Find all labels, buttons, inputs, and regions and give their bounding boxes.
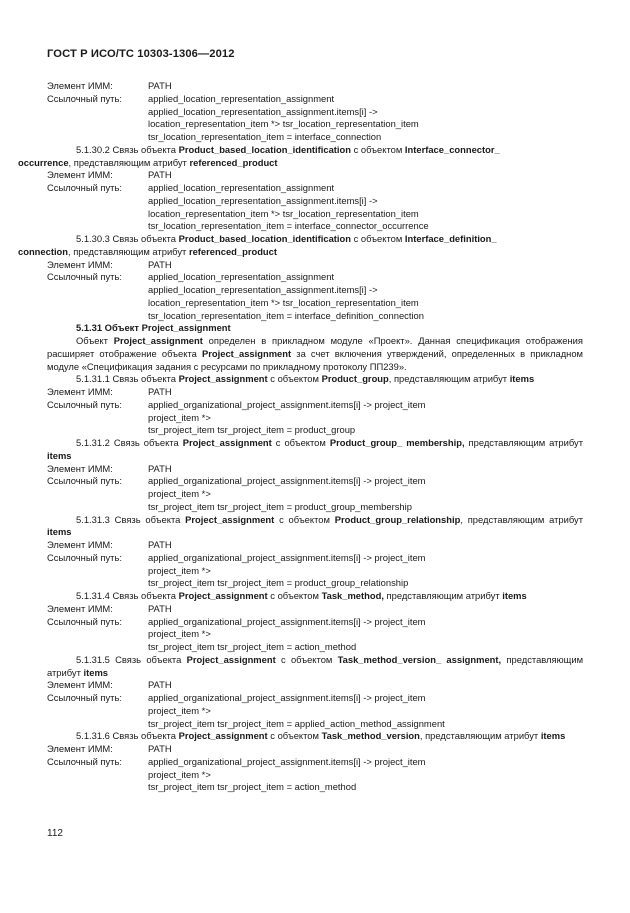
section-5-1-31-heading: 5.1.31 Объект Project_assignment xyxy=(76,322,231,334)
reference-path-row: Ссылочный путь: applied_organizational_project_assignment.items[i] -> project_item xyxy=(47,755,426,767)
page-number: 112 xyxy=(47,828,63,839)
section-5-1-30-3-title: 5.1.30.3 Связь объекта Product_based_location_identification с объектом Interface_definition_ connection, представляющим атрибут referenced_product xyxy=(18,233,497,257)
reference-line: location_representation_item *> tsr_location_representation_item xyxy=(148,118,419,130)
element-label: Элемент ИММ: xyxy=(47,80,113,91)
mapping-element-row: Элемент ИММ: PATH xyxy=(47,743,172,754)
mapping-element-row: Элемент ИММ: PATH xyxy=(47,679,172,691)
reference-path-row: Ссылочный путь: applied_location_representation_assignment xyxy=(47,182,335,193)
mapping-element-row: Элемент ИММ: PATH xyxy=(47,462,172,474)
reference-line: tsr_project_item tsr_project_item = product_group_relationship xyxy=(148,577,409,589)
reference-line: project_item *> xyxy=(148,411,211,423)
reference-path-row xyxy=(47,93,583,106)
reference-path-row: Ссылочный путь: applied_organizational_project_assignment.items[i] -> project_item xyxy=(47,615,426,627)
reference-line: applied_location_representation_assignment.items[i] -> xyxy=(148,105,378,117)
reference-path-row: Ссылочный путь: applied_organizational_project_assignment.items[i] -> project_item xyxy=(47,692,426,703)
reference-path-row: Ссылочный путь: applied_organizational_project_assignment.items[i] -> project_item xyxy=(47,398,426,410)
reference-path-row: Ссылочный путь: applied_organizational_project_assignment.items[i] -> project_item xyxy=(47,551,426,563)
section-5-1-31-6-title: 5.1.31.6 Связь объекта Project_assignment с объектом Task_method_version, представляющим атрибут items xyxy=(76,730,566,742)
reference-line: applied_location_representation_assignment.items[i] -> xyxy=(148,284,378,295)
reference-path-row: Ссылочный путь: applied_organizational_project_assignment.items[i] -> project_item xyxy=(47,475,426,487)
reference-line: project_item *> xyxy=(148,704,211,716)
reference-line: tsr_project_item tsr_project_item = product_group xyxy=(148,424,356,436)
element-value: PATH xyxy=(148,80,172,91)
section-5-1-31-4-title: 5.1.31.4 Связь объекта Project_assignment с объектом Task_method, представляющим атрибут items xyxy=(76,590,527,601)
reference-line: tsr_project_item tsr_project_item = action_method xyxy=(148,781,357,793)
reference-line: project_item *> xyxy=(148,488,211,499)
mapping-element-row: Элемент ИММ: PATH xyxy=(47,169,172,181)
reference-line: location_representation_item *> tsr_location_representation_item xyxy=(148,207,419,219)
mapping-element-row xyxy=(47,80,583,93)
mapping-element-row: Элемент ИММ: PATH xyxy=(47,539,172,550)
reference-line: tsr_location_representation_item = interface_connection xyxy=(148,131,382,142)
reference-line: applied_location_representation_assignment.items[i] -> xyxy=(148,194,378,206)
reference-line: tsr_project_item tsr_project_item = applied_action_method_assignment xyxy=(148,717,445,729)
reference-line: tsr_location_representation_item = interface_connector_occurrence xyxy=(148,220,429,232)
reference-line: tsr_project_item tsr_project_item = product_group_membership xyxy=(148,500,412,512)
reference-line: tsr_location_representation_item = interface_definition_connection xyxy=(148,309,424,321)
reference-line: project_item *> xyxy=(148,628,211,640)
section-5-1-31-paragraph: Объект Project_assignment определен в прикладном модуле «Проект». Данная спецификация отображения расширяет отображение объекта Project_assignment за счет включения утверждений, определенных в прикладном модуле «Спецификация задания с ресурсами по прикладному протоколу ПП239». xyxy=(47,335,583,372)
section-5-1-31-2-title: 5.1.31.2 Связь объекта Project_assignment с объектом Product_group_ membership, представляющим атрибут items xyxy=(47,437,584,461)
reference-line: project_item *> xyxy=(148,768,211,780)
section-5-1-31-3-title: 5.1.31.3 Связь объекта Project_assignment с объектом Product_group_relationship, представляющим атрибут items xyxy=(47,513,584,538)
document-header: ГОСТ Р ИСО/ТС 10303-1306—2012 xyxy=(47,48,235,60)
mapping-element-row: Элемент ИММ: PATH xyxy=(47,386,172,397)
section-5-1-31-5-title: 5.1.31.5 Связь объекта Project_assignment с объектом Task_method_version_ assignment, представляющим атрибут items xyxy=(47,653,584,678)
section-5-1-30-2-title: 5.1.30.2 Связь объекта Product_based_location_identification с объектом Interface_connector_ occurrence, представляющим атрибут referenced_product xyxy=(18,143,500,168)
section-5-1-31-1-title: 5.1.31.1 Связь объекта Project_assignment с объектом Product_group, представляющим атрибут items xyxy=(76,373,535,385)
mapping-element-row: Элемент ИММ: PATH xyxy=(47,258,172,270)
reference-line: tsr_project_item tsr_project_item = action_method xyxy=(148,641,357,652)
reference-label: Ссылочный путь: xyxy=(47,92,122,104)
reference-line: project_item *> xyxy=(148,564,211,576)
reference-line: location_representation_item *> tsr_location_representation_item xyxy=(148,296,419,308)
reference-path-row: Ссылочный путь: applied_location_representation_assignment xyxy=(47,271,335,283)
mapping-element-row: Элемент ИММ: PATH xyxy=(47,602,172,614)
reference-line: applied_location_representation_assignment xyxy=(148,92,335,104)
document-body xyxy=(18,80,584,794)
